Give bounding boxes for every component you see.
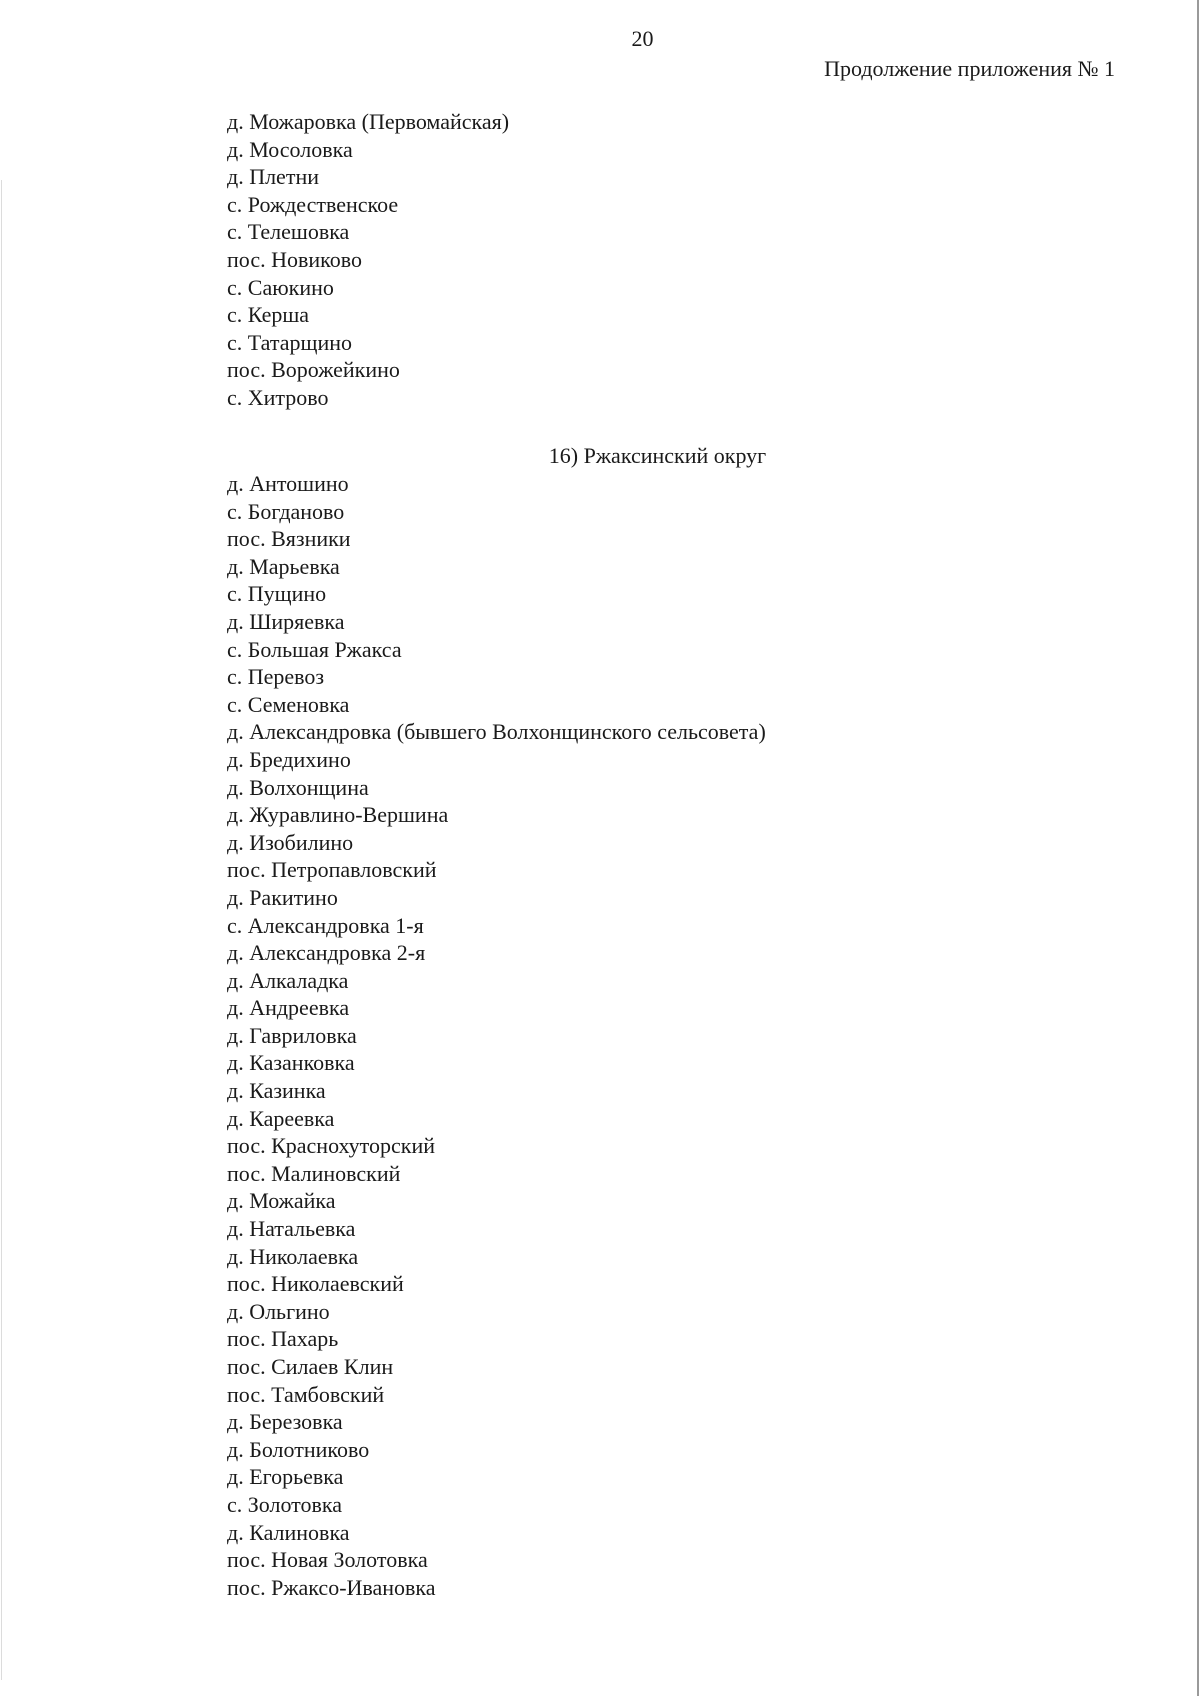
- settlement-item: д. Антошино: [227, 471, 349, 496]
- settlement-item: д. Ракитино: [227, 884, 338, 910]
- settlement-item: с. Рождественское: [227, 191, 399, 217]
- section-heading: 16) Ржаксинский округ: [548, 443, 767, 468]
- settlement-item: д. Березовка: [227, 1409, 343, 1435]
- settlement-item: д. Андреевка: [227, 995, 350, 1021]
- settlement-item: д. Мосоловка: [227, 136, 353, 162]
- settlement-item: пос. Пахарь: [227, 1326, 339, 1352]
- settlement-list-ryazhaksa: [227, 470, 766, 1601]
- scan-edge-left: [1, 180, 2, 1680]
- settlement-item: с. Пущино: [227, 581, 327, 607]
- settlement-item: д. Изобилино: [227, 829, 354, 855]
- settlement-item: д. Казинка: [227, 1078, 326, 1104]
- settlement-item: пос. Вязники: [227, 526, 351, 552]
- page-number: 20: [631, 26, 654, 51]
- settlement-item: с. Богданово: [227, 498, 345, 524]
- settlement-item: д. Натальевка: [227, 1216, 356, 1242]
- settlement-item: д. Плетни: [227, 164, 319, 190]
- settlement-item: с. Керша: [227, 302, 310, 328]
- settlement-list-top: [227, 108, 509, 412]
- settlement-item: д. Александровка 2-я: [227, 940, 426, 966]
- settlement-item: с. Хитрово: [227, 384, 329, 410]
- settlement-item: с. Александровка 1-я: [227, 912, 424, 938]
- settlement-item: д. Ольгино: [227, 1298, 330, 1324]
- settlement-item: д. Калиновка: [227, 1519, 350, 1545]
- settlement-item: пос. Новая Золотовка: [227, 1547, 428, 1573]
- settlement-item: пос. Тамбовский: [227, 1381, 385, 1407]
- settlement-item: с. Семеновка: [227, 691, 350, 717]
- scan-edge-right: [1197, 0, 1199, 1696]
- settlement-item: д. Волхонщина: [227, 774, 369, 800]
- settlement-item: пос. Ржаксо-Ивановка: [227, 1574, 436, 1600]
- settlement-item: д. Николаевка: [227, 1243, 359, 1269]
- settlement-item: с. Телешовка: [227, 219, 350, 245]
- settlement-item: с. Золотовка: [227, 1491, 343, 1517]
- settlement-item: д. Александровка (бывшего Волхонщинского сельсовета): [227, 719, 766, 745]
- settlement-item: пос. Малиновский: [227, 1160, 401, 1186]
- settlement-item: пос. Ворожейкино: [227, 357, 400, 383]
- settlement-item: д. Ширяевка: [227, 608, 345, 634]
- settlement-item: д. Можаровка (Первомайская): [227, 109, 510, 134]
- settlement-item: пос. Петропавловский: [227, 857, 437, 883]
- settlement-item: с. Татарщино: [227, 329, 352, 355]
- settlement-item: пос. Краснохуторский: [227, 1133, 436, 1159]
- settlement-item: д. Казанковка: [227, 1050, 355, 1076]
- settlement-item: д. Бредихино: [227, 746, 351, 772]
- settlement-item: пос. Новиково: [227, 246, 362, 272]
- settlement-item: д. Болотниково: [227, 1436, 370, 1462]
- settlement-item: д. Можайка: [227, 1188, 336, 1214]
- continuation-label: Продолжение приложения № 1: [824, 56, 1115, 81]
- settlement-item: с. Перевоз: [227, 664, 325, 690]
- settlement-item: д. Алкаладка: [227, 967, 349, 993]
- settlement-item: пос. Силаев Клин: [227, 1354, 394, 1379]
- settlement-item: пос. Николаевский: [227, 1271, 404, 1297]
- settlement-item: д. Марьевка: [227, 553, 340, 579]
- settlement-item: с. Большая Ржакса: [227, 636, 402, 662]
- settlement-item: д. Журавлино-Вершина: [227, 802, 449, 828]
- settlement-item: с. Саюкино: [227, 274, 334, 300]
- settlement-item: д. Кареевка: [227, 1105, 335, 1131]
- settlement-item: д. Гавриловка: [227, 1022, 357, 1048]
- settlement-item: д. Егорьевка: [227, 1464, 344, 1490]
